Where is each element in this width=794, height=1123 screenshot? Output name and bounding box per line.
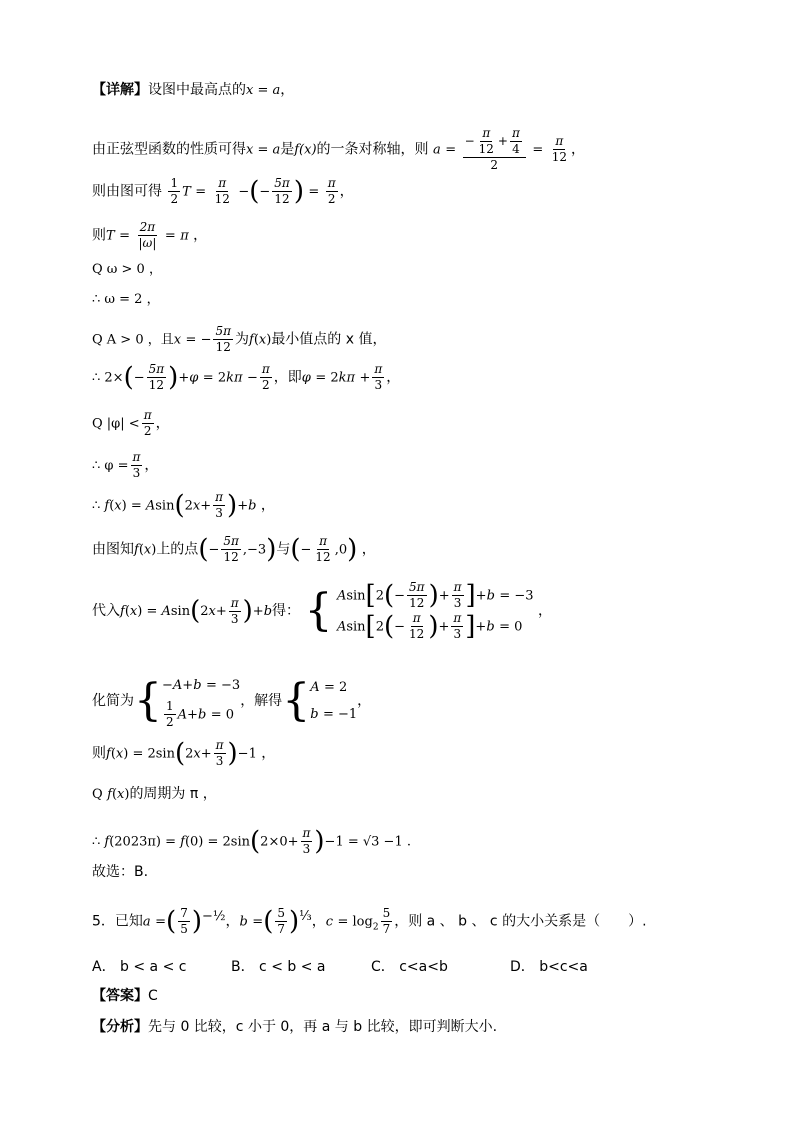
analysis-label: 【分析】: [92, 1019, 148, 1035]
substitution-mid: 得：: [272, 603, 301, 619]
period-statement-line: Q f(x)的周期为 π ，: [92, 786, 217, 802]
min-point-prefix: Q A > 0 ，且: [92, 332, 174, 348]
option-c: C． c<a<b: [371, 959, 448, 975]
half-period-prefix: 则由图可得: [92, 183, 162, 200]
substitution-prefix: 代入: [92, 603, 120, 619]
evaluation-line: ∴ f(2023π) = f(0) = 2sin(2×0+ $\frac{\pi}{3}$ )−1 = √3 −1 .: [92, 826, 411, 857]
answer-label: 【答案】: [92, 988, 148, 1004]
min-point-suffix: 最小值点的 x 值，: [271, 331, 387, 348]
analysis-text: 先与 0 比较，c 小于 0，再 a 与 b 比较，即可判断大小.: [148, 1019, 498, 1035]
midpoint-fraction: − $\frac{\pi}{12}$ + $\frac{\pi}{4}$ 2: [463, 126, 526, 173]
omega-value-line: ∴ ω = 2 ，: [92, 292, 160, 307]
final-function-prefix: 则: [92, 745, 106, 762]
function-form-line: ∴ f(x) = Asin(2x+ $\frac{\pi}{3}$ )+b ，: [92, 490, 275, 521]
min-point-mid: 为: [235, 331, 249, 348]
question-5-suffix: ，则 a 、 b 、 c 的大小关系是（ ）.: [394, 913, 647, 930]
period-statement-prefix: Q: [92, 787, 103, 802]
period-prefix: 则: [92, 227, 106, 244]
symmetry-suffix: 的一条对称轴，则: [316, 141, 429, 158]
period-statement-suffix: 的周期为 π ，: [129, 786, 217, 802]
phi-value-line: ∴ φ = $\frac{\pi}{3}$ ，: [92, 450, 159, 480]
substitution-line: 代入f(x) = Asin(2x+ $\frac{\pi}{3}$ )+b得： { Asin[2(− $\frac{5\pi}{12}$ )+ $\frac{\pi}{3}$ ]+b = −3 Asin[2(− $\frac{\pi}{12}$ )+ $\frac{\pi}{3}$ ]+b = 0 ，: [92, 580, 553, 642]
answer-value: C: [148, 988, 158, 1004]
detail-line: 【详解】设图中最高点的x = a，: [92, 82, 295, 98]
answer-choice-line: 故选：B.: [92, 864, 149, 880]
simplify-prefix: 化简为: [92, 693, 134, 709]
detail-heading: 【详解】: [92, 82, 148, 98]
solution-system: A = 2 b = −1: [310, 680, 358, 722]
simplify-solve: ，解得: [240, 693, 283, 709]
detail-var: x = a: [246, 83, 281, 98]
period-line: 则T = $\frac{2\pi}{|\omega|}$ = π ，: [92, 220, 208, 250]
symmetry-var: x = a: [246, 142, 281, 158]
question-5: 5．已知a =( $\frac{7}{5}$ )$^{-\frac{1}{2}}$，b =( $\frac{5}{7}$ )$^{\frac{1}{3}}$，$c = \log_2$ $\frac{5}{7}$ ，则 a 、 b 、 c 的大小关系是（ ）.: [92, 906, 647, 937]
answer-line: [92, 986, 158, 1006]
question-5-number: 5．已知: [92, 913, 143, 930]
symmetry-line: 由正弦型函数的性质可得x = a是f(x)的一条对称轴，则 a = − $\frac{\pi}{12}$ + $\frac{\pi}{4}$ 2 = $\frac{\pi}{12}$ ，: [92, 126, 585, 172]
analysis-line: [92, 1017, 497, 1037]
substitution-system: Asin[2(− $\frac{5\pi}{12}$ )+ $\frac{\pi}{3}$ ]+b = −3 Asin[2(− $\frac{\pi}{12}$ )+ $\frac{\pi}{3}$ ]+b = 0: [336, 580, 534, 642]
simplify-line: 化简为{ −A+b = −3 $\frac{1}{2}$ A+b = 0 ，解得{ A = 2 b = −1 ，: [92, 672, 371, 730]
detail-text: 设图中最高点的: [148, 82, 246, 98]
min-point-line: Q A > 0 ，且x = − $\frac{5\pi}{12}$ 为f(x)最小值点的 x 值，: [92, 324, 387, 354]
phi-conj: ，即: [273, 369, 302, 386]
symmetry-mid: 是: [280, 141, 295, 158]
option-b: B． c < b < a: [231, 959, 326, 975]
symmetry-prefix: 由正弦型函数的性质可得: [92, 141, 246, 158]
simplified-system: −A+b = −3 $\frac{1}{2}$ A+b = 0: [162, 678, 241, 729]
option-d: D． b<c<a: [510, 959, 588, 975]
option-a: A． b < a < c: [92, 959, 187, 975]
phi-bound-line: Q |φ| < $\frac{\pi}{2}$ ，: [92, 408, 170, 438]
points-mid: 上的点: [156, 541, 199, 558]
half-period-line: 则由图可得 $\frac{1}{2}$ T = $\frac{\pi}{12}$ −(− $\frac{5\pi}{12}$ ) = $\frac{\pi}{2}$ ，: [92, 176, 354, 207]
phi-equation-line: ∴ 2×(− $\frac{5\pi}{12}$ )+φ = 2kπ − $\frac{\pi}{2}$ ，即φ = 2kπ + $\frac{\pi}{3}$ ，: [92, 362, 401, 393]
points-prefix: 由图知: [92, 541, 134, 558]
omega-positive-line: Q ω > 0 ，: [92, 262, 162, 277]
points-and: 与: [276, 541, 291, 558]
points-line: 由图知f(x)上的点(− $\frac{5\pi}{12}$ ,−3)与(− $\frac{\pi}{12}$ ,0) ，: [92, 534, 376, 565]
final-function-line: 则f(x) = 2sin(2x+ $\frac{\pi}{3}$ )−1 ，: [92, 738, 276, 769]
phi-value-prefix: ∴ φ =: [92, 458, 129, 474]
symmetry-fx: f(x): [294, 142, 317, 158]
phi-bound-prefix: Q |φ| <: [92, 416, 140, 432]
